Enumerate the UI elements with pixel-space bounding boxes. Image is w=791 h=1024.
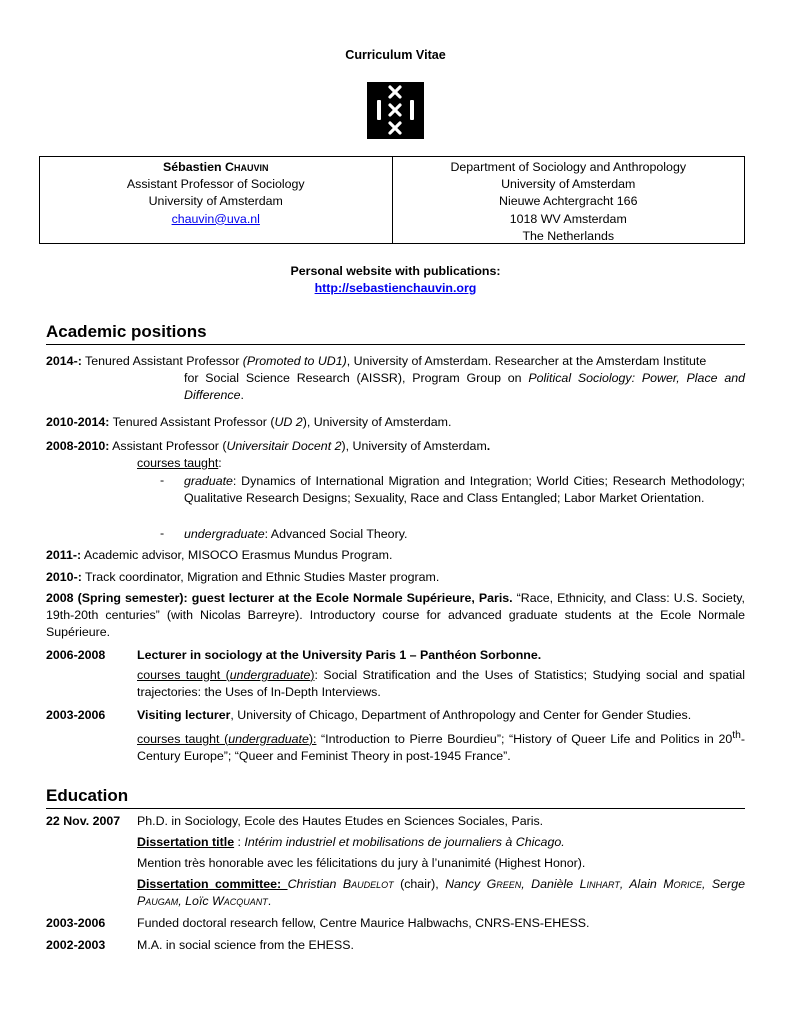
text: , University of Amsterdam. Researcher at the Amsterdam Institute [346, 354, 707, 368]
undergraduate-courses [184, 526, 745, 543]
position-2011 [46, 547, 745, 564]
date: 2014-: [46, 354, 82, 368]
text: , Alain [619, 877, 664, 891]
text: : Advanced Social Theory. [264, 527, 408, 541]
date-phd: 22 Nov. 2007 [46, 814, 121, 828]
text: -Century Europe”; “Queer and Feminist Theory in post-1945 France”. [137, 732, 745, 764]
city: 1018 WV Amsterdam [509, 211, 627, 226]
job-title: Assistant Professor of Sociology [126, 177, 305, 192]
ma-degree: M.A. in social science from the EHESS. [137, 938, 354, 952]
text: Intérim industriel et mobilisations de journaliers à Chicago. [244, 835, 565, 849]
text: Political Sociology: Power, Place and Difference [184, 371, 746, 403]
website-block [0, 263, 791, 297]
date-ma: 2002-2003 [46, 938, 106, 952]
institution: University of Amsterdam [148, 194, 283, 209]
text: “Introduction to Pierre Bourdieu”; “History of Queer Life and Politics in 20 [316, 732, 733, 747]
dissertation-committee [137, 876, 745, 910]
mention: Mention très honorable avec les félicitations du jury à l’unanimité (Highest Honor). [137, 856, 586, 870]
text: Track coordinator, Migration and Ethnic Studies Master program. [81, 570, 440, 584]
country: The Netherlands [522, 228, 615, 243]
text: : Social Stratification and the Uses of Statistics; Studying social and spatial trajectories: the Uses of In-Depth Interviews. [137, 668, 745, 700]
email-link[interactable]: chauvin@uva.nl [171, 211, 260, 226]
text: . [267, 894, 272, 909]
text: Tenured Assistant Professor [81, 354, 243, 368]
text: undergraduate [229, 668, 311, 682]
text: ) [310, 668, 315, 682]
position-2006-courses [137, 667, 745, 701]
text: Academic advisor, MISOCO Erasmus Mundus Program. [81, 548, 393, 562]
date: 2011-: [46, 548, 82, 562]
position-2010 [46, 414, 745, 431]
text: . [486, 439, 491, 453]
text: courses taught ( [137, 668, 230, 682]
text: Dissertation committee: [137, 877, 288, 891]
date: 2010-: [46, 570, 82, 584]
academic-heading: Academic positions [46, 322, 745, 345]
text: ): [308, 732, 317, 747]
dissertation-title [137, 834, 745, 851]
text: , Serge [702, 877, 745, 891]
text: Assistant Professor ( [109, 439, 227, 453]
doctoral-fellow: Funded doctoral research fellow, Centre Maurice Halbwachs, CNRS-ENS-EHESS. [137, 916, 590, 930]
date-2006: 2006-2008 [46, 648, 106, 662]
contact-address [393, 157, 745, 243]
position-2003-courses [137, 727, 745, 766]
text: . [240, 388, 244, 403]
text: undergraduate [184, 527, 265, 541]
text: Christian [287, 877, 343, 891]
university: University of Amsterdam [501, 177, 636, 192]
text: ), University of Amsterdam. [302, 415, 452, 429]
contact-personal [40, 157, 393, 243]
date: 2010-2014: [46, 415, 110, 429]
position-2006-title: Lecturer in sociology at the University Paris 1 – Panthéon Sorbonne. [137, 648, 542, 662]
text: courses taught [137, 456, 219, 470]
position-2014 [46, 353, 745, 370]
text: Paugam [137, 894, 179, 909]
last-name: Chauvin [225, 160, 269, 174]
text: Morice [663, 877, 703, 891]
street: Nieuwe Achtergracht 166 [499, 194, 638, 209]
text: : [234, 835, 245, 849]
courses-taught-label [137, 455, 745, 472]
website-label: Personal website with publications: [290, 264, 501, 278]
text: undergraduate [228, 732, 309, 747]
position-2014-cont [184, 370, 745, 404]
date: 2008-2010: [46, 439, 110, 453]
text: 2008 (Spring semester): guest lecturer at the Ecole Normale Supérieure, Paris. [46, 591, 513, 605]
text: courses taught ( [137, 732, 229, 747]
text: Universitair Docent 2 [226, 439, 342, 453]
document-title: Curriculum Vitae [345, 48, 446, 62]
contact-table [39, 156, 745, 244]
graduate-courses [184, 473, 745, 507]
uva-crosses-icon [367, 82, 424, 139]
text: (Promoted to UD1) [242, 354, 347, 368]
bullet-dash: - [160, 473, 165, 487]
superscript: th [732, 730, 741, 741]
text: Nancy [445, 877, 487, 891]
department: Department of Sociology and Anthropology [450, 160, 687, 174]
website-link[interactable]: http://sebastienchauvin.org [314, 281, 477, 295]
position-2003 [137, 707, 745, 724]
phd-degree: Ph.D. in Sociology, Ecole des Hautes Etudes en Sciences Sociales, Paris. [137, 814, 544, 828]
person-name [40, 159, 392, 176]
text: , Danièle [521, 877, 580, 891]
text: graduate [184, 474, 233, 488]
text: for Social Science Research (AISSR), Program Group on [184, 371, 529, 385]
text: ), University of Amsterdam [341, 439, 487, 453]
first-name: Sébastien [163, 160, 226, 174]
text: Baudelot [342, 877, 394, 891]
university-logo [367, 82, 424, 139]
text: : Dynamics of International Migration and Integration; World Cities; Research Methodology; Qualitative Research Designs; Sexuality, Race and Class Entangled; Labor Market Orientation. [184, 474, 745, 506]
text: Wacquant [212, 894, 268, 909]
text: , Loïc [178, 894, 213, 909]
text: , University of Chicago, Department of Anthropology and Center for Gender Studies. [230, 708, 692, 722]
text: UD 2 [274, 415, 303, 429]
text: Dissertation title [137, 835, 235, 849]
date-2003: 2003-2006 [46, 708, 106, 722]
text: : [218, 456, 222, 470]
text: (chair), [393, 877, 446, 891]
text: “Race, Ethnicity, and Class: U.S. Society, 19th-20th centuries” (with Nicolas Barreyre). Introductory course for advanced graduate students at the Ecole Normale Supérieure. [46, 591, 745, 640]
text: Visiting lecturer [137, 708, 231, 722]
text: Tenured Assistant Professor ( [109, 415, 275, 429]
position-2008-ens [46, 590, 745, 642]
bullet-dash: - [160, 526, 165, 540]
text: Linhart [579, 877, 620, 891]
position-2008 [46, 438, 745, 455]
position-2010b [46, 569, 745, 586]
date-fellow: 2003-2006 [46, 916, 106, 930]
education-heading: Education [46, 786, 745, 809]
text: Green [486, 877, 522, 891]
